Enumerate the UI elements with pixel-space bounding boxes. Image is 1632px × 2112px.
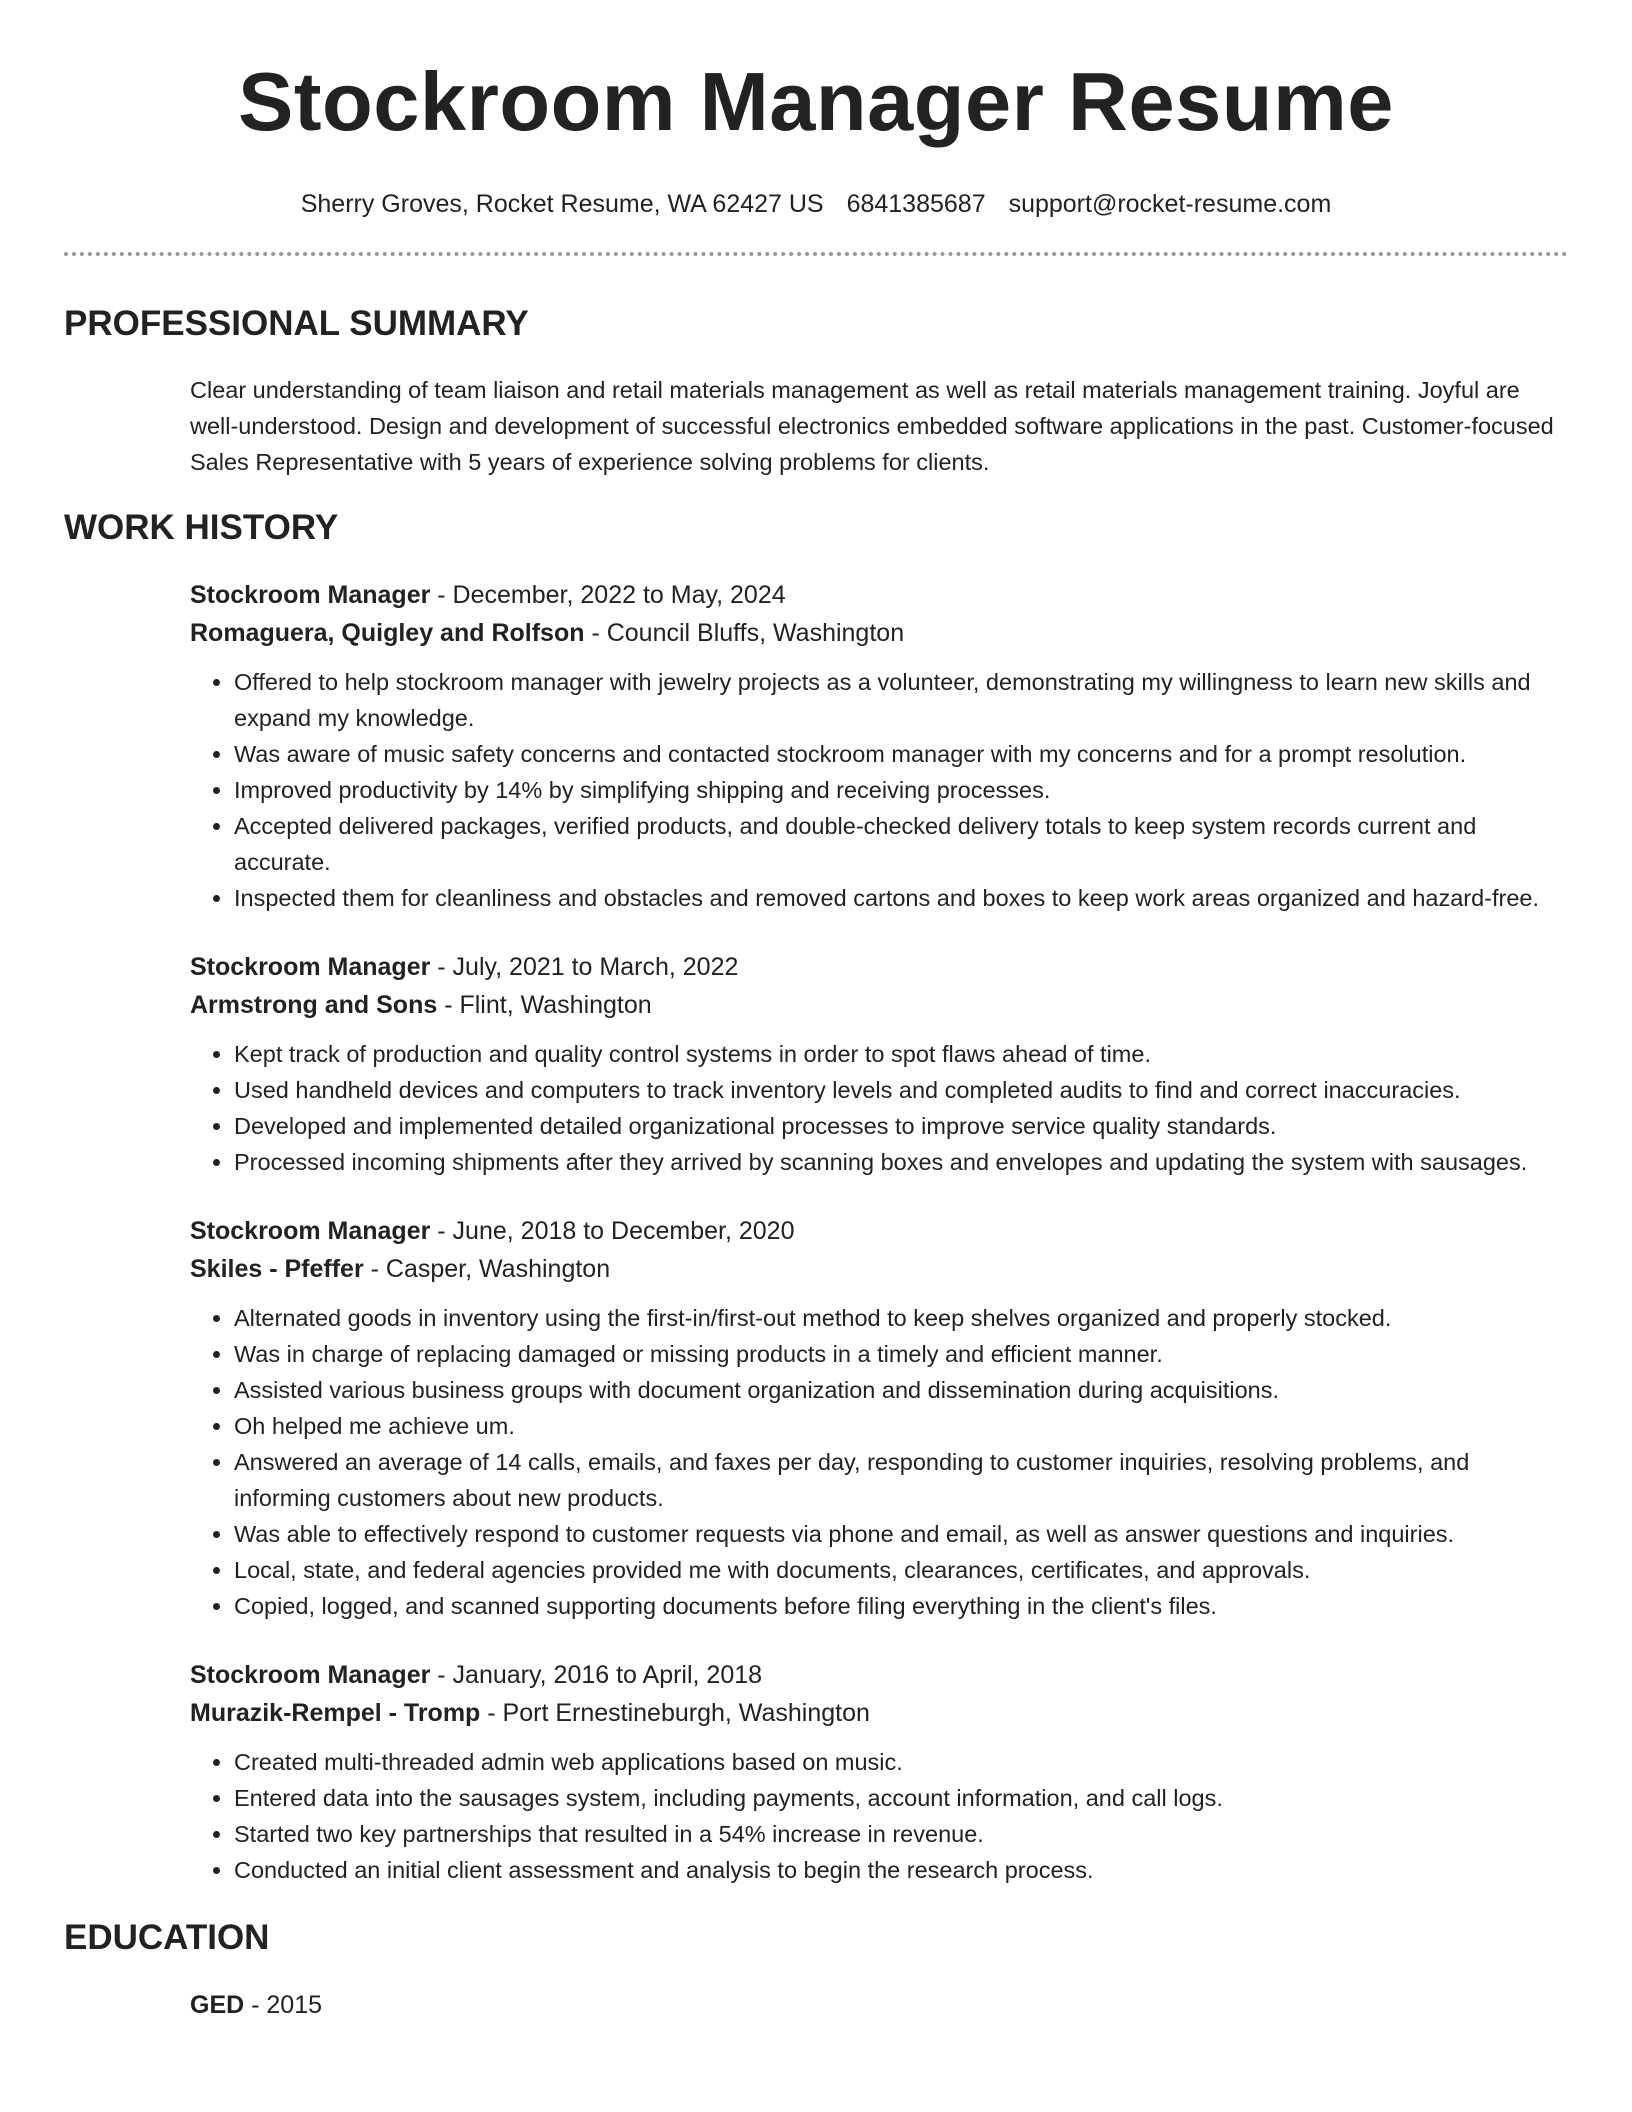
job-location: - Flint, Washington bbox=[437, 991, 652, 1019]
job-company-line bbox=[190, 1694, 1568, 1732]
education-heading: EDUCATION bbox=[64, 1918, 270, 1957]
job-bullets bbox=[190, 1744, 1568, 1888]
job-title-line bbox=[190, 948, 1568, 986]
education-entry bbox=[190, 1986, 1568, 2024]
job-bullet: • Kept track of production and quality control systems in order to spot flaws ahead of time. bbox=[234, 1036, 1568, 1072]
job-location: - Port Ernestineburgh, Washington bbox=[480, 1699, 870, 1727]
education-section bbox=[64, 1916, 1568, 2024]
job-bullet: • Copied, logged, and scanned supporting documents before filing everything in the client's files. bbox=[234, 1588, 1568, 1624]
job-bullet: • Developed and implemented detailed organizational processes to improve service quality standards. bbox=[234, 1108, 1568, 1144]
summary-text: Clear understanding of team liaison and retail materials management as well as retail materials management training. Joyful are well-understood. Design and development of successful electronics embedded software applications in the past. Customer-focused Sales Representative with 5 years of experience solving problems for clients. bbox=[190, 377, 1554, 475]
education-degree: GED bbox=[190, 1991, 245, 2019]
summary-section bbox=[64, 302, 1568, 480]
job-company-line bbox=[190, 986, 1568, 1024]
resume-title: Stockroom Manager Resume bbox=[238, 55, 1394, 148]
job-bullet: • Entered data into the sausages system, including payments, account information, and call logs. bbox=[234, 1780, 1568, 1816]
job-bullet: • Improved productivity by 14% by simplifying shipping and receiving processes. bbox=[234, 772, 1568, 808]
job-company: Murazik-Rempel - Tromp bbox=[190, 1699, 481, 1727]
job-company: Armstrong and Sons bbox=[190, 991, 438, 1019]
job-company: Romaguera, Quigley and Rolfson bbox=[190, 619, 585, 647]
job-bullets bbox=[190, 1036, 1568, 1180]
job-title: Stockroom Manager bbox=[190, 1661, 431, 1689]
job-bullet: • Assisted various business groups with document organization and dissemination during acquisitions. bbox=[234, 1372, 1568, 1408]
job-bullet: • Was in charge of replacing damaged or missing products in a timely and efficient manner. bbox=[234, 1336, 1568, 1372]
job-bullet: • Started two key partnerships that resulted in a 54% increase in revenue. bbox=[234, 1816, 1568, 1852]
job-title-line bbox=[190, 1656, 1568, 1694]
job-company-line bbox=[190, 1250, 1568, 1288]
work-history-heading: WORK HISTORY bbox=[64, 508, 339, 547]
job-bullets bbox=[190, 664, 1568, 916]
job-bullet: • Accepted delivered packages, verified products, and double-checked delivery totals to keep system records current and accurate. bbox=[234, 808, 1568, 880]
job-bullet: • Conducted an initial client assessment and analysis to begin the research process. bbox=[234, 1852, 1568, 1888]
job-bullet: • Alternated goods in inventory using the first-in/first-out method to keep shelves organized and properly stocked. bbox=[234, 1300, 1568, 1336]
job-entry bbox=[190, 1656, 1568, 1888]
contact-line bbox=[64, 188, 1568, 220]
contact-email[interactable]: support@rocket-resume.com bbox=[1008, 190, 1332, 218]
job-bullet: • Oh helped me achieve um. bbox=[234, 1408, 1568, 1444]
job-entry bbox=[190, 576, 1568, 916]
job-bullet: • Inspected them for cleanliness and obstacles and removed cartons and boxes to keep work areas organized and hazard-free. bbox=[234, 880, 1568, 916]
job-bullet: • Used handheld devices and computers to track inventory levels and completed audits to find and correct inaccuracies. bbox=[234, 1072, 1568, 1108]
job-dates: - December, 2022 to May, 2024 bbox=[430, 581, 786, 609]
job-location: - Casper, Washington bbox=[363, 1255, 611, 1283]
contact-address: Sherry Groves, Rocket Resume, WA 62427 US bbox=[300, 190, 824, 218]
job-title: Stockroom Manager bbox=[190, 953, 431, 981]
job-bullet: • Was able to effectively respond to customer requests via phone and email, as well as answer questions and inquiries. bbox=[234, 1516, 1568, 1552]
job-bullet: • Created multi-threaded admin web applications based on music. bbox=[234, 1744, 1568, 1780]
job-list bbox=[64, 576, 1568, 1888]
job-title-line bbox=[190, 576, 1568, 614]
job-title-line bbox=[190, 1212, 1568, 1250]
header-divider bbox=[64, 252, 1568, 256]
job-dates: - January, 2016 to April, 2018 bbox=[430, 1661, 763, 1689]
job-bullet: • Answered an average of 14 calls, emails, and faxes per day, responding to customer inquiries, resolving problems, and informing customers about new products. bbox=[234, 1444, 1568, 1516]
job-bullet: • Offered to help stockroom manager with jewelry projects as a volunteer, demonstrating my willingness to learn new skills and expand my knowledge. bbox=[234, 664, 1568, 736]
job-location: - Council Bluffs, Washington bbox=[584, 619, 905, 647]
education-year: - 2015 bbox=[244, 1991, 323, 2019]
job-company-line bbox=[190, 614, 1568, 652]
work-history-section bbox=[64, 506, 1568, 1888]
job-bullet: • Local, state, and federal agencies provided me with documents, clearances, certificates, and approvals. bbox=[234, 1552, 1568, 1588]
job-bullets bbox=[190, 1300, 1568, 1624]
contact-phone: 6841385687 bbox=[846, 190, 986, 218]
job-title: Stockroom Manager bbox=[190, 1217, 431, 1245]
summary-heading: PROFESSIONAL SUMMARY bbox=[64, 304, 529, 343]
job-title: Stockroom Manager bbox=[190, 581, 431, 609]
job-entry bbox=[190, 1212, 1568, 1624]
job-company: Skiles - Pfeffer bbox=[190, 1255, 364, 1283]
job-bullet: • Processed incoming shipments after they arrived by scanning boxes and envelopes and updating the system with sausages. bbox=[234, 1144, 1568, 1180]
job-dates: - June, 2018 to December, 2020 bbox=[430, 1217, 795, 1245]
job-bullet: • Was aware of music safety concerns and contacted stockroom manager with my concerns and for a prompt resolution. bbox=[234, 736, 1568, 772]
job-entry bbox=[190, 948, 1568, 1180]
job-dates: - July, 2021 to March, 2022 bbox=[430, 953, 739, 981]
